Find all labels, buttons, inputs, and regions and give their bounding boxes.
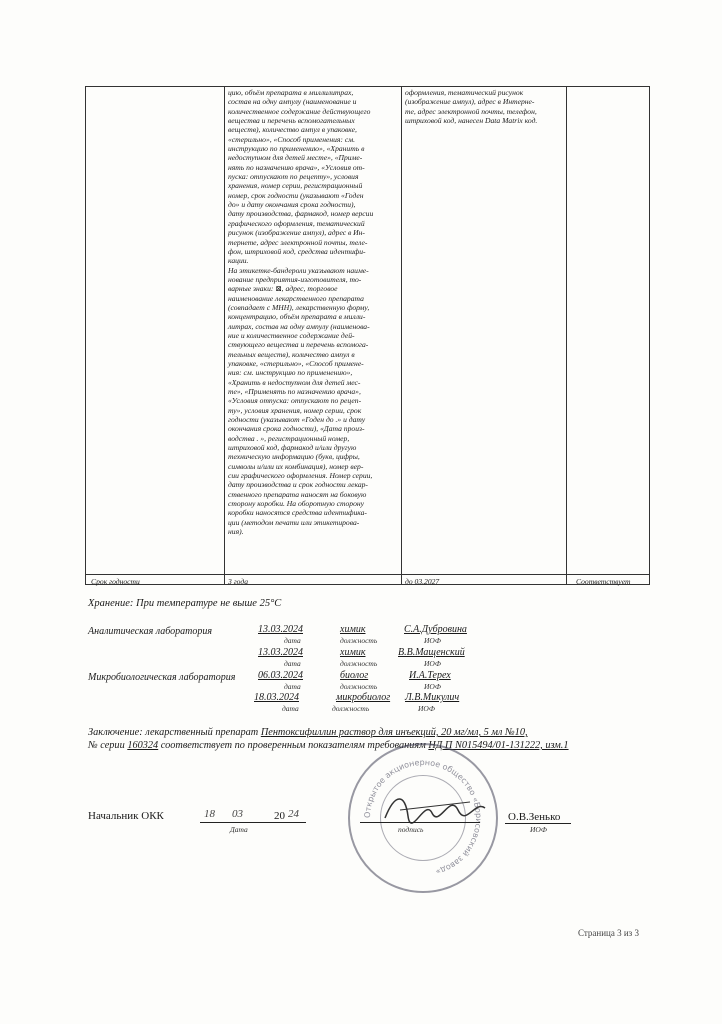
signature-line (360, 822, 480, 823)
head-sign-caption: подпись (398, 825, 424, 834)
series-number: 160324 (127, 740, 159, 751)
sign-date-3: 06.03.2024 (258, 670, 303, 681)
text-line: нять по назначению врача», «Условия от- (228, 162, 365, 172)
text-line: варные знаки: ⊠, адрес, торговое (228, 284, 338, 294)
text-line: литрах, состав на одну ампулу (наименова- (228, 321, 370, 331)
product-name: Пентоксифиллин раствор для инъекций, 20 мг/мл, 5 мл №10, (260, 727, 528, 738)
text-line: кации. (228, 256, 249, 266)
text-line: до» и дату окончания срока годности), (228, 200, 356, 210)
conclusion-line-1 (88, 727, 528, 738)
sign-date-4: 18.03.2024 (254, 692, 299, 703)
text-line: графического оформления, тематический (228, 218, 365, 228)
text-line: цию, объём препарата в миллилитрах, (228, 88, 354, 97)
text-line: состав на одну ампулу (наименование и (228, 97, 357, 107)
text-line: дату производства и срок годности лекар- (228, 480, 368, 490)
row-conclusion-shelf-life: Соответствует (576, 577, 631, 586)
text-line: дату производства, фармакод, номер версии (228, 209, 374, 219)
text-line: инструкцию по применению», «Хранить в (228, 144, 365, 154)
text-line: ние и количественное содержание дей- (228, 330, 355, 340)
row-name-shelf-life: Срок годности (91, 577, 140, 586)
analytic-lab-label: Аналитическая лаборатория (88, 626, 212, 637)
head-date-month: 03 (232, 808, 243, 820)
text-line: коробки наносятся средства идентифика- (228, 508, 367, 518)
caption-position: должность (340, 659, 378, 668)
page-number: Страница 3 из 3 (578, 928, 639, 938)
text-line: те», «Применять по назначению врача», (228, 387, 361, 396)
text-line: наименование лекарственного препарата (228, 293, 364, 303)
text-line: количественное содержание действующего (228, 106, 371, 116)
sign-date-2: 13.03.2024 (258, 647, 303, 658)
caption-date: дата (282, 704, 299, 713)
caption-position: должность (340, 682, 378, 691)
text-line: сии графического оформления. Номер серии, (228, 471, 373, 481)
text-line: (изображение ампул), адрес в Интерне- (405, 97, 535, 107)
conclusion-prefix: Заключение: лекарственный препарат (88, 727, 259, 738)
storage-conditions: Хранение: При температуре не выше 25°С (88, 598, 282, 609)
text-line: штриховой код, фармакод и/или другую (228, 443, 357, 453)
text-line: рисунок (изображение ампул), адрес в Ин- (228, 228, 365, 238)
head-year-prefix: 20 (274, 810, 285, 822)
text-line: вещества и перечень вспомогательных (228, 116, 355, 126)
text-line: «Условия отпуска: отпускают по рецеп- (228, 396, 362, 406)
table-divider (566, 87, 567, 584)
sign-date-1: 13.03.2024 (258, 624, 303, 635)
text-line: «Хранить в недоступном для детей мес- (228, 377, 361, 387)
sign-position-1: химик (340, 624, 366, 635)
text-line: сторону коробки. На оборотную сторону (228, 499, 365, 509)
head-date-caption: Дата (230, 825, 248, 834)
normative-document: НД П N015494/01-131222, изм.1 (428, 740, 569, 751)
text-line: номер, срок годности (указывают «Годен (228, 190, 364, 200)
text-line: недоступном для детей месте», «Приме- (228, 153, 363, 163)
sign-name-1: С.А.Дубровина (404, 624, 467, 635)
text-line: водства . », регистрационный номер, (228, 433, 350, 443)
text-line: годности (указывают «Годен до .» и дату (228, 415, 366, 425)
packaging-requirements-text (228, 88, 373, 537)
table-divider (224, 87, 225, 584)
sign-name-3: И.А.Терех (409, 670, 451, 681)
date-line (200, 822, 306, 823)
specification-table (85, 86, 650, 585)
seal-text: Открытое акционерное общество «Борисовский завод» (362, 757, 484, 877)
text-line: тернете, адрес электронной почты, теле- (228, 237, 368, 247)
sign-position-3: биолог (340, 670, 369, 681)
row-result-shelf-life: до 03.2027 (405, 577, 440, 586)
text-line: пуска: отпускают по рецепту», условия (228, 172, 359, 182)
head-year-suffix: 24 (288, 808, 299, 820)
head-date-day: 18 (204, 808, 215, 820)
packaging-result-text (405, 88, 537, 125)
text-line: техническую информацию (букв, цифры, (228, 452, 360, 462)
text-line: ту», условия хранения, номер серии, срок (228, 405, 362, 415)
caption-date: дата (284, 659, 301, 668)
head-name: О.В.Зенько (508, 811, 561, 823)
text-line: ния: см. инструкцию по применению», (228, 368, 353, 378)
text-line: ственного препарата наносят на боковую (228, 489, 367, 499)
caption-name: ИОФ (424, 636, 441, 645)
micro-lab-label: Микробиологическая лаборатория (88, 672, 236, 683)
text-line: символы и/или их комбинация), номер вер- (228, 461, 364, 471)
caption-name: ИОФ (424, 682, 441, 691)
conclusion-line-2 (88, 740, 569, 751)
caption-date: дата (284, 682, 301, 691)
caption-position: должность (340, 636, 378, 645)
name-line (505, 823, 571, 824)
text-line: На этикетке-бандероли указывают наиме- (228, 265, 369, 275)
caption-name: ИОФ (418, 704, 435, 713)
sign-position-4: микробиолог (336, 692, 391, 703)
sign-name-4: Л.В.Микулич (405, 692, 460, 703)
series-prefix: № серии (88, 740, 125, 751)
text-line: тельных веществ), количество ампул в (228, 349, 355, 359)
text-line: «стерильно», «Способ применения: см. (228, 134, 355, 144)
text-line: те, адрес электронной почты, телефон, (405, 106, 537, 116)
caption-date: дата (284, 636, 301, 645)
text-line: штриховой код, нанесен Data Matrix код. (405, 116, 538, 126)
row-requirement-shelf-life: 3 года (228, 577, 248, 586)
text-line: упаковке, «стерильно», «Способ примене- (228, 358, 364, 368)
text-line: фон, штриховой код, средства идентифи- (228, 246, 366, 256)
text-line: окончания срока годности), «Дата произ- (228, 424, 365, 434)
text-line: веществ), количество ампул в упаковке, (228, 125, 357, 135)
head-name-caption: ИОФ (530, 825, 547, 834)
text-line: оформления, тематический рисунок (405, 88, 524, 97)
text-line: ции (методом печати или этикетирова- (228, 517, 360, 527)
text-line: (совпадает с МНН), лекарственную форму, (228, 302, 370, 312)
table-divider (401, 87, 402, 584)
text-line: ствующего вещества и перечень вспомога- (228, 340, 369, 350)
text-line: ния). (228, 527, 244, 537)
caption-position: должность (332, 704, 370, 713)
sign-position-2: химик (340, 647, 366, 658)
text-line: нование предприятия-изготовителя, то- (228, 274, 362, 284)
sign-name-2: В.В.Мащенский (398, 647, 465, 658)
caption-name: ИОФ (424, 659, 441, 668)
head-okk-label: Начальник ОКК (88, 810, 164, 822)
text-line: хранения, номер серии, регистрационный (228, 181, 363, 191)
text-line: концентрацию, объём препарата в милли- (228, 312, 366, 322)
conclusion-compliance: соответствует по проверенным показателям требованиям (160, 740, 426, 751)
table-row-divider (86, 574, 649, 575)
